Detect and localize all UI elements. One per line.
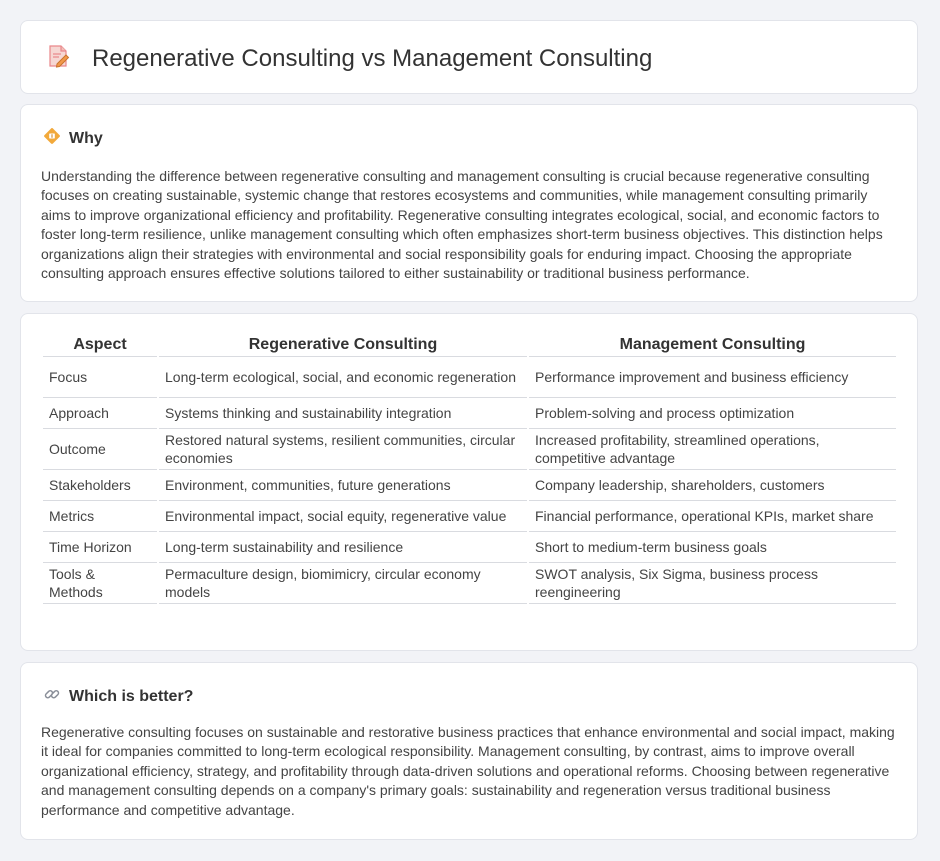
comparison-card <box>20 313 918 651</box>
management-cell: Short to medium-term business goals <box>529 532 896 563</box>
page-title: Regenerative Consulting vs Management Consulting <box>92 44 653 72</box>
aspect-cell: Time Horizon <box>43 532 157 563</box>
management-cell: Increased profitability, streamlined operations, competitive advantage <box>529 429 896 470</box>
aspect-cell: Focus <box>43 357 157 398</box>
regenerative-cell: Long-term sustainability and resilience <box>159 532 527 563</box>
aspect-cell: Metrics <box>43 501 157 532</box>
table-row <box>43 532 896 563</box>
document-pencil-icon <box>46 43 72 74</box>
regenerative-cell: Systems thinking and sustainability integration <box>159 398 527 429</box>
link-icon <box>43 685 61 708</box>
regenerative-cell: Environment, communities, future generations <box>159 470 527 501</box>
table-row <box>43 563 896 604</box>
management-cell: Company leadership, shareholders, customers <box>529 470 896 501</box>
regenerative-cell: Restored natural systems, resilient communities, circular economies <box>159 429 527 470</box>
better-text: Regenerative consulting focuses on sustainable and restorative business practices that enhance environmental and social impact, making it ideal for companies committed to long-term ecological responsibility. Management consulting, by contrast, aims to improve overall organizational efficiency, strategy, and profitability through data-driven solutions and operational reforms. Choosing between regenerative and management consulting depends on a company's primary goals: sustainability and regeneration versus traditional business performance and competitive advantage. <box>41 724 895 818</box>
better-heading: Which is better? <box>69 687 194 705</box>
table-row <box>43 470 896 501</box>
table-row <box>43 429 896 470</box>
regenerative-cell: Environmental impact, social equity, regenerative value <box>159 501 527 532</box>
which-is-better-section <box>20 662 918 840</box>
diamond-sign-icon <box>43 127 61 150</box>
regenerative-cell: Long-term ecological, social, and economic regeneration <box>159 357 527 398</box>
header-management: Management Consulting <box>529 334 896 357</box>
management-cell: SWOT analysis, Six Sigma, business process reengineering <box>529 563 896 604</box>
regenerative-cell: Permaculture design, biomimicry, circular economy models <box>159 563 527 604</box>
table-header-row <box>43 334 896 357</box>
comparison-table <box>41 334 898 604</box>
management-cell: Financial performance, operational KPIs, market share <box>529 501 896 532</box>
table-row <box>43 357 896 398</box>
why-heading: Why <box>69 129 103 147</box>
aspect-cell: Approach <box>43 398 157 429</box>
header-regenerative: Regenerative Consulting <box>159 334 527 357</box>
why-text: Understanding the difference between regenerative consulting and management consulting is crucial because regenerative consulting focuses on creating sustainable, systemic change that restores ecosystems and communities, while management consulting primarily aims to improve organizational efficiency and profitability. Regenerative consulting integrates ecological, social, and economic factors to foster long-term resilience, unlike management consulting which often emphasizes short-term business objectives. This distinction helps organizations align their strategies with environmental and social responsibility goals for enduring impact. Choosing the appropriate consulting approach ensures effective solutions tailored to either sustainability or traditional business performance. <box>41 168 883 282</box>
management-cell: Problem-solving and process optimization <box>529 398 896 429</box>
aspect-cell: Tools & Methods <box>43 563 157 604</box>
aspect-cell: Stakeholders <box>43 470 157 501</box>
title-card <box>20 20 918 94</box>
aspect-cell: Outcome <box>43 429 157 470</box>
table-row <box>43 398 896 429</box>
why-section <box>20 104 918 302</box>
header-aspect: Aspect <box>43 334 157 357</box>
table-row <box>43 501 896 532</box>
management-cell: Performance improvement and business efficiency <box>529 357 896 398</box>
